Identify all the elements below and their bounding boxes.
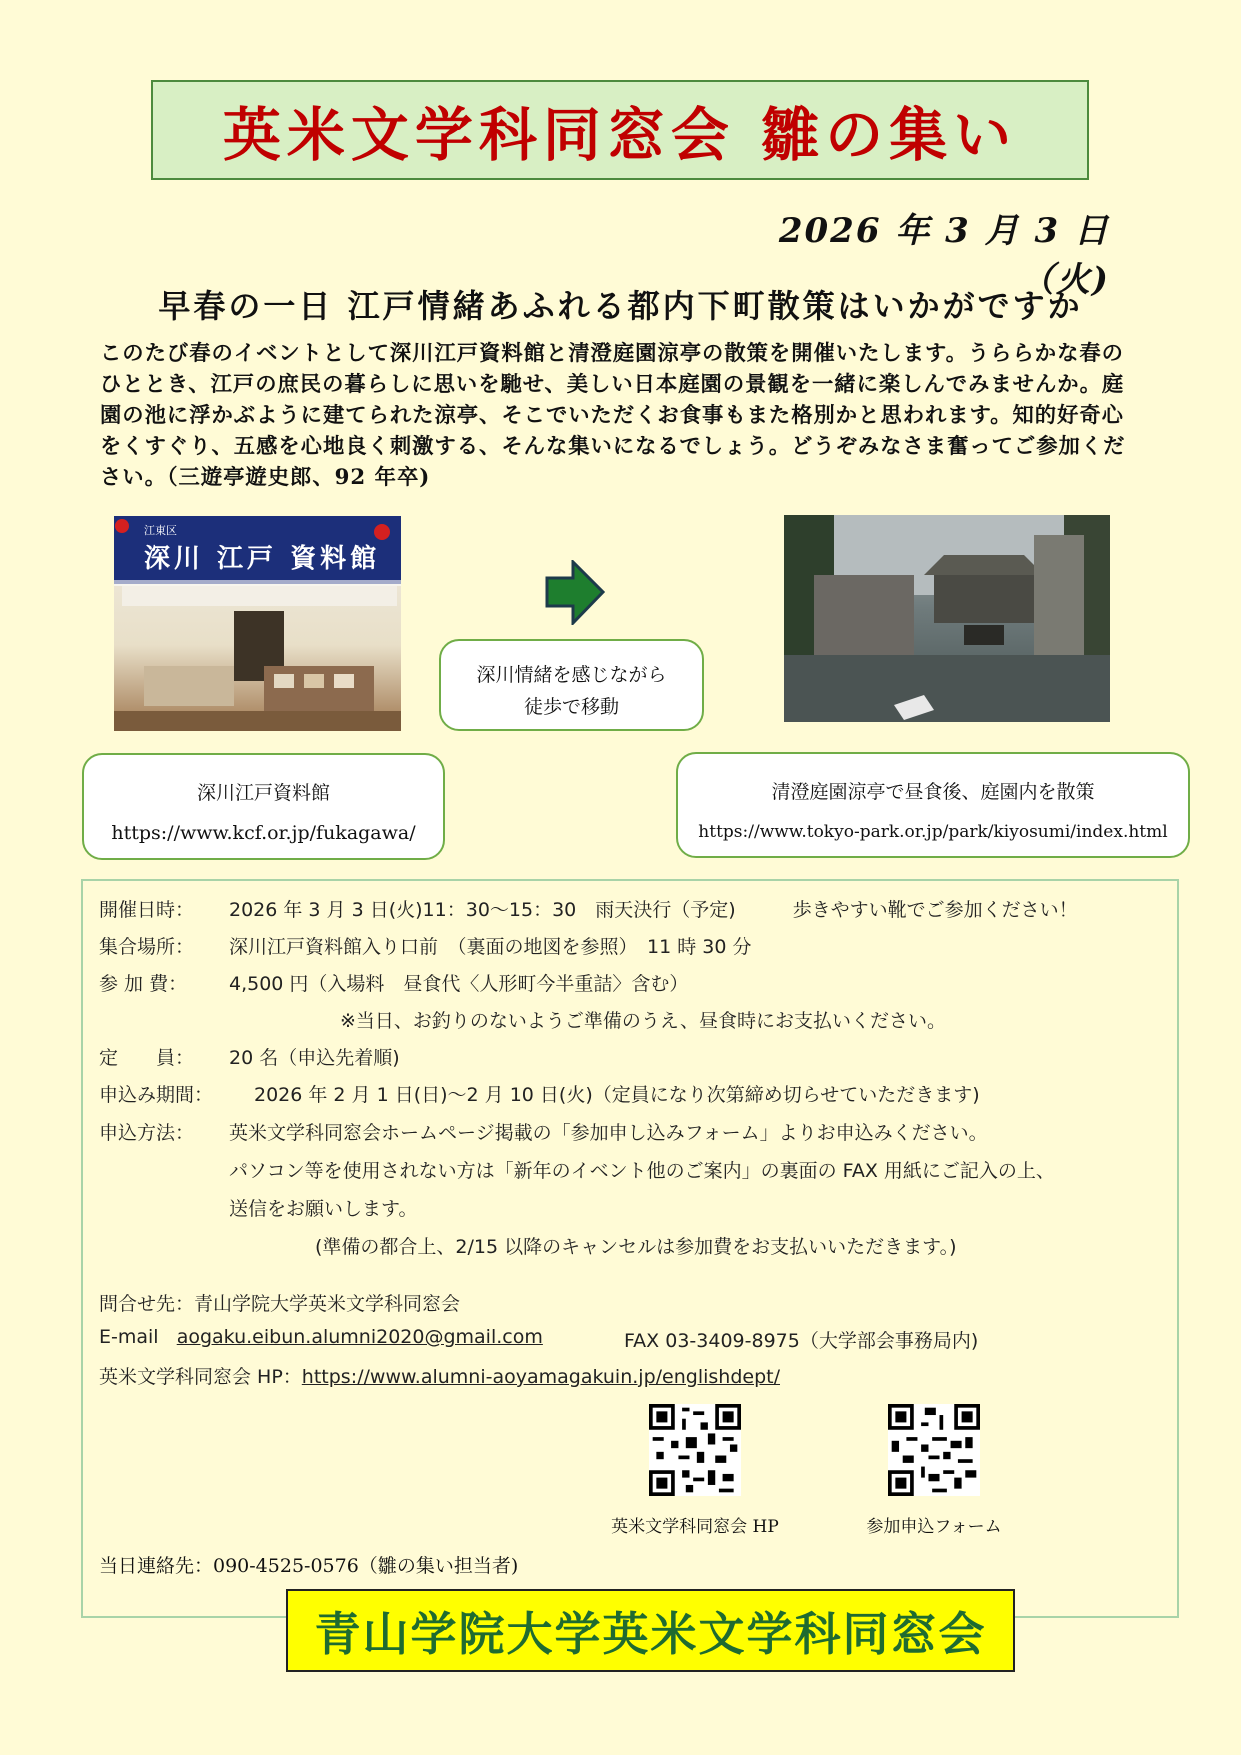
capacity-row (99, 1043, 400, 1070)
place-value: 深川江戸資料館入り口前 （裏面の地図を参照） 11 時 30 分 (229, 936, 752, 958)
fee-note: ※当日、お釣りのないようご準備のうえ、昼食時にお支払いください。 (340, 1010, 947, 1032)
hp-label: 英米文学科同窓会 HP： (99, 1366, 302, 1388)
qr-caption-form: 参加申込フォーム (866, 1517, 1002, 1537)
method-label: 申込方法： (99, 1122, 195, 1144)
fee-row (99, 969, 688, 996)
museum-sign: 深川 江戸 資料館 (144, 544, 381, 574)
day-contact: 当日連絡先：090-4525-0576（雛の集い担当者) (99, 1555, 519, 1577)
email-label: E-mail (99, 1326, 159, 1348)
method-line-2: パソコン等を使用されない方は「新年のイベント他のご案内」の裏面の FAX 用紙にご記入の上、 (229, 1160, 1055, 1182)
qr-code-hp-icon[interactable] (649, 1404, 741, 1496)
footer-banner (286, 1589, 1015, 1672)
intro-paragraph: このたび春のイベントとして深川江戸資料館と清澄庭園涼亭の散策を開催いたします。うららかな春のひととき、江戸の庶民の暮らしに思いを馳せ、美しい日本庭園の景観を一緒に楽しんでみませんか。庭園の池に浮かぶように建てられた涼亭、そこでいただくお食事もまた格別かと思われます。知的好奇心をくすぐり、五感を心地良く刺激する、そんな集いになるでしょう。どうぞみなさま奮ってご参加ください。（三遊亭遊史郎、92 年卒) (100, 341, 1126, 490)
event-date: 2026 年 3 月 3 日（火) (778, 211, 1110, 300)
place-label: 集合場所： (99, 936, 195, 958)
date-row (99, 895, 1078, 922)
subtitle: 早春の一日 江戸情緒あふれる都内下町散策はいかがですか (158, 287, 1083, 325)
qr-caption-hp: 英米文学科同窓会 HP (611, 1517, 779, 1537)
arrow-right-icon (545, 560, 605, 625)
museum-sign-small: 江東区 (144, 524, 177, 537)
capacity-value: 20 名（申込先着順) (229, 1047, 400, 1069)
museum-callout (82, 753, 445, 860)
date-label: 開催日時： (99, 899, 195, 921)
walk-line-2: 徒歩で移動 (523, 696, 619, 718)
title-banner (151, 80, 1089, 180)
garden-name: 清澄庭園涼亭で昼食後、庭園内を散策 (771, 781, 1095, 803)
walk-line-1: 深川情緒を感じながら (476, 664, 667, 686)
period-label: 申込み期間： (99, 1084, 214, 1106)
date-value: 2026 年 3 月 3 日(火)11：30～15：30 雨天決行（予定) 歩きやすい靴でご参加ください！ (229, 899, 1078, 921)
method-line-3: 送信をお願いします。 (229, 1198, 418, 1220)
method-row (99, 1118, 988, 1145)
qr-code-form-icon[interactable] (888, 1404, 980, 1496)
garden-url[interactable]: https://www.tokyo-park.or.jp/park/kiyosumi/index.html (698, 822, 1168, 842)
museum-photo (114, 516, 401, 731)
period-row (99, 1080, 980, 1107)
cancel-note: (準備の都合上、2/15 以降のキャンセルは参加費をお支払いいただきます。) (315, 1236, 957, 1258)
hp-link[interactable]: https://www.alumni-aoyamagakuin.jp/englishdept/ (301, 1366, 780, 1388)
garden-callout (676, 752, 1190, 858)
garden-photo-drawing (784, 515, 1110, 722)
fee-label: 参 加 費： (99, 973, 188, 995)
period-value: 2026 年 2 月 1 日(日)～2 月 10 日(火)（定員になり次第締め切らせていただきます) (254, 1084, 980, 1106)
email-row (99, 1326, 543, 1348)
museum-url[interactable]: https://www.kcf.or.jp/fukagawa/ (111, 822, 416, 844)
fee-value: 4,500 円（入場料 昼食代〈人形町今半重詰〉含む） (229, 973, 689, 995)
page-title: 英米文学科同窓会 雛の集い (222, 101, 1018, 169)
email-link[interactable]: aogaku.eibun.alumni2020@gmail.com (176, 1326, 543, 1348)
hp-row (99, 1362, 780, 1389)
capacity-label: 定 員： (99, 1047, 195, 1069)
footer-org-name: 青山学院大学英米文学科同窓会 (314, 1606, 987, 1661)
fax-number: FAX 03-3409-8975（大学部会事務局内) (624, 1330, 979, 1352)
place-row (99, 932, 751, 959)
contact-line: 問合せ先：青山学院大学英米文学科同窓会 (99, 1293, 461, 1315)
museum-name: 深川江戸資料館 (196, 782, 330, 804)
garden-photo (784, 515, 1110, 722)
walk-callout (439, 639, 704, 731)
method-line-1: 英米文学科同窓会ホームページ掲載の「参加申し込みフォーム」よりお申込みください。 (229, 1122, 988, 1144)
